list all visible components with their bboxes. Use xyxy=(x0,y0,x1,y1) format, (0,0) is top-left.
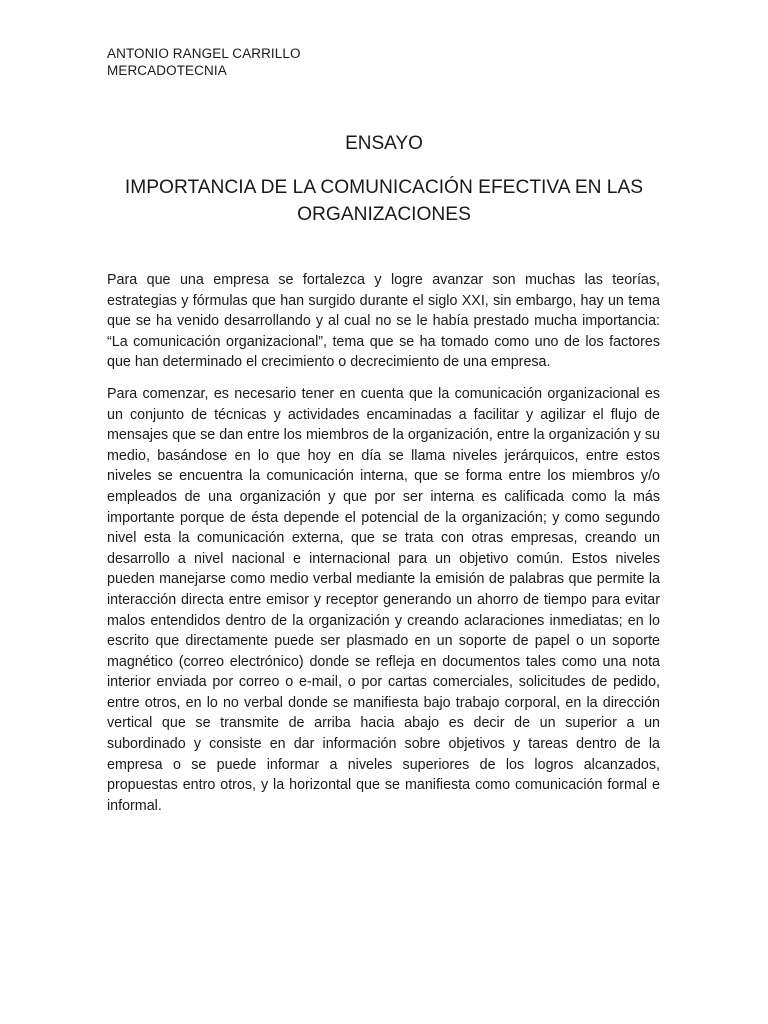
essay-body xyxy=(107,270,660,827)
paragraph: Para comenzar, es necesario tener en cuenta que la comunicación organizacional es un conjunto de técnicas y actividades encaminadas a facilitar y agilizar el flujo de mensajes que se dan entre los miembros de la organización, entre la organización y su medio, basándose en lo que hoy en día se llama niveles jerárquicos, entre estos niveles se encuentra la comunicación interna, que se forma entre los miembros y/o empleados de una organización y que por ser interna es calificada como la más importante porque de ésta depende el potencial de la organización; y como segundo nivel esta la comunicación externa, que se trata con otras empresas, creando un desarrollo a nivel nacional e internacional para un objetivo común. Estos niveles pueden manejarse como medio verbal mediante la emisión de palabras que permite la interacción directa entre emisor y receptor generando un ahorro de tiempo para evitar malos entendidos dentro de la organización y creando aclaraciones inmediatas; en lo escrito que directamente puede ser plasmado en un soporte de papel o un soporte magnético (correo electrónico) donde se refleja en documentos tales como una nota interior enviada por correo o e-mail, o por cartas comerciales, solicitudes de pedido, entre otros, en lo no verbal donde se manifiesta bajo trabajo corporal, en la dirección vertical que se transmite de arriba hacia abajo es decir de un superior a un subordinado y consiste en dar información sobre objetivos y tareas dentro de la empresa o se puede informar a niveles superiores de los logros alcanzados, propuestas entro otros, y la horizontal que se manifiesta como comunicación formal e informal. xyxy=(107,385,660,814)
author-block xyxy=(107,45,301,79)
paragraph: Para que una empresa se fortalezca y logre avanzar son muchas las teorías, estrategias y fórmulas que han surgido durante el siglo XXI, sin embargo, hay un tema que se ha venido desarrollando y al cual no se le había prestado mucha importancia: “La comunicación organizacional”, tema que se ha tomado como uno de los factores que han determinado el crecimiento o decrecimiento de una empresa. xyxy=(107,272,660,371)
author-name: ANTONIO RANGEL CARRILLO xyxy=(107,46,301,61)
document-title: IMPORTANCIA DE LA COMUNICACIÓN EFECTIVA EN LAS ORGANIZACIONES xyxy=(124,177,644,225)
course-name: MERCADOTECNIA xyxy=(107,63,227,78)
document-type-heading: ENSAYO xyxy=(345,133,423,154)
